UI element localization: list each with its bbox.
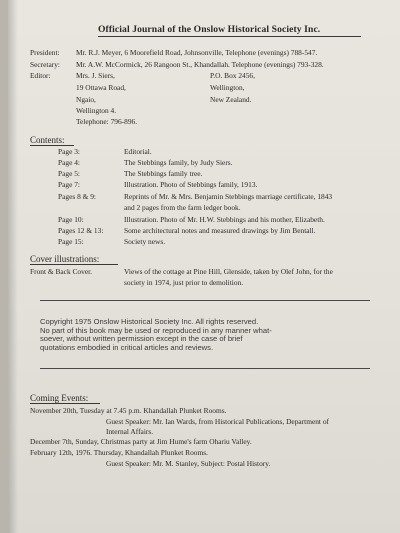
contents-desc: Illustration. Photo of Mr. H.W. Stebbings and his mother, Elizabeth.: [124, 215, 325, 224]
contents-page: Page 5:: [58, 169, 80, 178]
title-underline: [98, 36, 361, 37]
events-underline: [30, 403, 100, 404]
contents-page: Page 4:: [58, 158, 80, 167]
event-line: Guest Speaker: Mr. M. Stanley, Subject: Postal History.: [106, 459, 271, 468]
editor-line: Wellington 4.: [76, 106, 117, 115]
contents-desc: Reprints of Mr. & Mrs. Benjamin Stebbings marriage certificate, 1843: [124, 192, 333, 201]
journal-page: [8, 0, 400, 533]
president-text: Mr. R.J. Meyer, 6 Moorefield Road, Johnsonville, Telephone (evenings) 788-547.: [76, 48, 318, 57]
cover-underline: [30, 264, 118, 265]
contents-desc: The Stebbings family, by Judy Siers.: [124, 158, 233, 167]
event-line: Guest Speaker: Mr. Ian Wards, from Historical Publications, Department of: [106, 417, 329, 426]
cover-text: Views of the cottage at Pine Hill, Glenside, taken by Olef John, for the: [124, 267, 333, 276]
editor-line: 19 Ottawa Road,: [76, 83, 126, 92]
contents-desc: Illustration. Photo of Stebbings family, 1913.: [124, 180, 258, 189]
secretary-text: Mr. A.W. McCormick, 26 Rangoon St., Khandallah. Telephone (evenings) 793-328.: [76, 60, 324, 69]
editor-label: Editor:: [30, 71, 51, 80]
cover-heading: Cover illustrations:: [30, 254, 100, 264]
event-line: November 20th, Tuesday at 7.45 p.m. Khandallah Plunket Rooms.: [30, 406, 227, 415]
copyright-line: Copyright 1975 Onslow Historical Society Inc. All rights reserved.: [40, 317, 259, 326]
contents-desc-continued: and 2 pages from the farm ledger book.: [124, 203, 241, 212]
contents-heading: Contents:: [30, 135, 65, 145]
journal-title: Official Journal of the Onslow Historical Society Inc.: [98, 24, 321, 35]
contents-page: Pages 8 & 9:: [58, 192, 96, 201]
divider: [40, 368, 370, 369]
contents-page: Pages 12 & 13:: [58, 226, 104, 235]
cover-text-continued: society in 1974, just prior to demolition.: [124, 278, 244, 287]
contents-page: Page 15:: [58, 237, 84, 246]
contents-page: Page 7:: [58, 180, 80, 189]
event-line: Internal Affairs.: [106, 427, 154, 436]
copyright-line: quotations embodied in critical articles and reviews.: [40, 342, 214, 352]
contents-underline: [30, 145, 74, 146]
editor-po-box: P.O. Box 2456,: [210, 71, 255, 80]
editor-city: Wellington,: [210, 83, 245, 92]
copyright-line: soever, without written permission except in the case of brief: [40, 334, 243, 344]
copyright-line: No part of this book may be used or reproduced in any manner what-: [40, 325, 272, 335]
contents-desc: Society news.: [124, 237, 166, 246]
editor-line: Mrs. J. Siers,: [76, 71, 115, 80]
event-line: February 12th, 1976. Thursday, Khandallah Plunket Rooms.: [30, 448, 208, 457]
editor-telephone: Telephone: 796-896.: [76, 117, 138, 126]
editor-line: Ngaio,: [76, 95, 96, 104]
editor-country: New Zealand.: [210, 95, 252, 104]
contents-page: Page 10:: [58, 215, 84, 224]
divider: [40, 300, 370, 301]
events-heading: Coming Events:: [30, 393, 89, 403]
secretary-label: Secretary:: [30, 60, 60, 69]
contents-page: Page 3:: [58, 147, 80, 156]
event-line: December 7th, Sunday, Christmas party at Jim Hume's farm Ohariu Valley.: [30, 437, 252, 446]
contents-desc: Editorial.: [124, 147, 152, 156]
president-label: President:: [30, 48, 60, 57]
contents-desc: The Stebbings family tree.: [124, 169, 203, 178]
copyright-notice: [40, 318, 272, 352]
contents-desc: Some architectural notes and measured drawings by Jim Bentall.: [124, 226, 316, 235]
cover-label: Front & Back Cover.: [30, 267, 92, 276]
